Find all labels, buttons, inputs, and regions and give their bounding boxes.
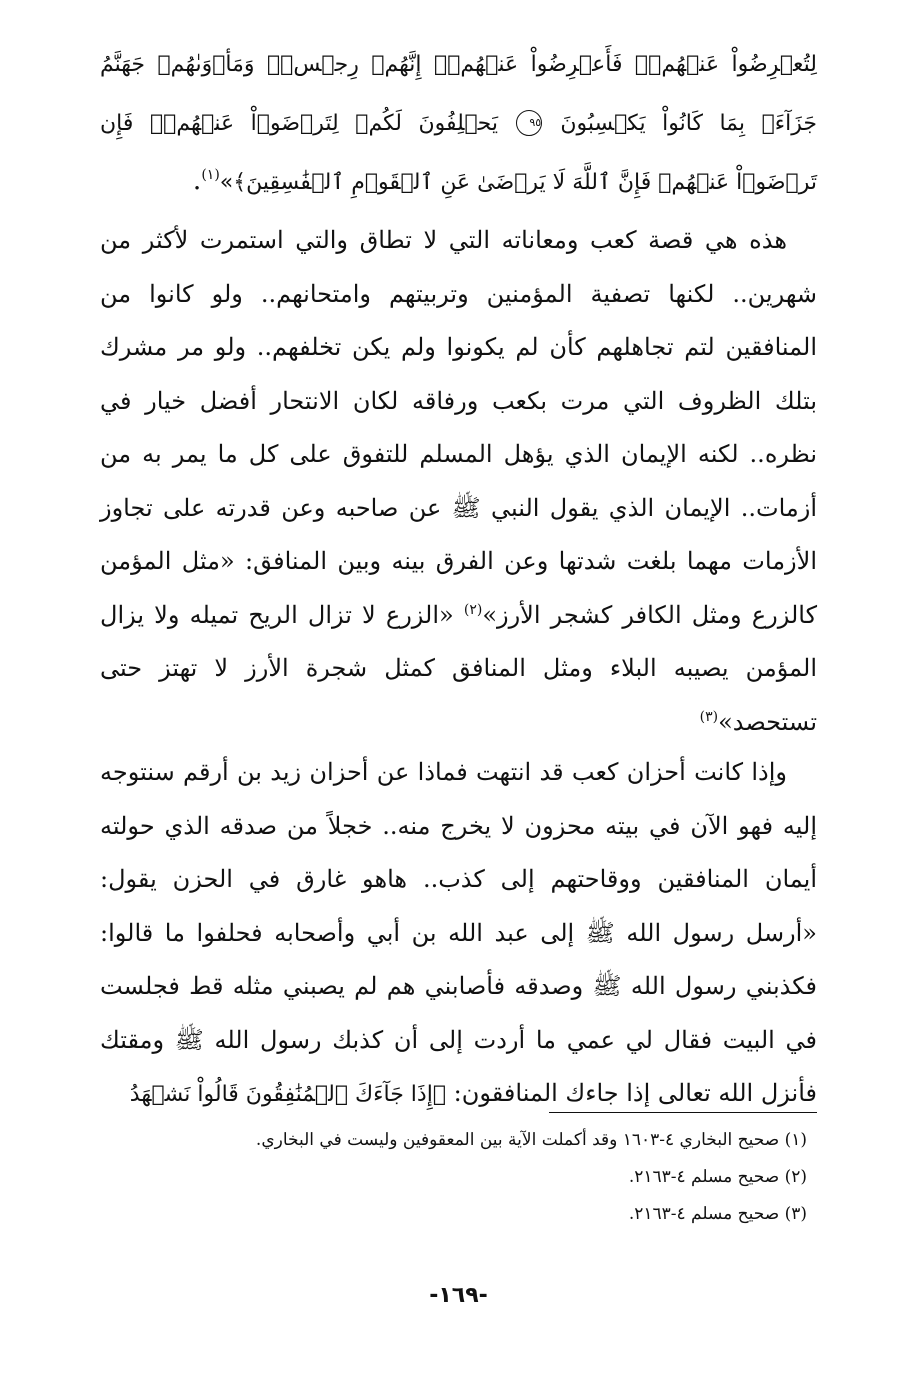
quran-verse-block [100,34,817,211]
paragraph-1-text: هذه هي قصة كعب ومعاناته التي لا تطاق والتي استمرت لأكثر من شهرين.. لكنها تصفية المؤمنين وتربيتهم وامتحانهم.. ولو كانوا من المنافقين لتم تجاهلهم كأن لم يكونوا ولم يكن تخلفهم.. ولو مر مشرك بتلك الظروف التي مرت بكعب ورفاقه لكان الانتحار أفضل خيار في نظره.. لكنه الإيمان الذي يؤهل المسلم للتفوق على كل ما يمر به من أزمات.. الإيمان الذي يقول النبي ﷺ عن صاحبه وعن قدرته على تجاوز الأزمات مهما بلغت شدتها وعن الفرق بينه وبين المنافق: «مثل المؤمن كالزرع ومثل الكافر كشجر الأرز» [100,226,817,629]
page-number: -١٦٩- [429,1283,488,1308]
quran-verse-text-continued: يَحۡلِفُونَ لَكُمۡ لِتَرۡضَوۡاْ عَنۡهُمۡۖ فَإِن تَرۡضَوۡاْ عَنۡهُمۡ فَإِنَّ ٱللَّهَ لَا يَرۡضَىٰ عَنِ ٱلۡقَوۡمِ ٱلۡفَٰسِقِينَ﴾» [100,111,817,195]
footnote-3: (٣) صحيح مسلم ٤-٢١٦٣. [628,1204,807,1224]
ayah-number-mark: ٩٥ [516,110,542,136]
verse-end-mark: . [192,165,202,196]
footnotes [100,1122,817,1233]
paragraph-kaab-story [100,214,817,749]
footnote-ref-2: (٢) [463,601,483,618]
paragraph-2-text: وإذا كانت أحزان كعب قد انتهت فماذا عن أحزان زيد بن أرقم سنتوجه إليه فهو الآن في بيته محزون لا يخرج منه.. خجلاً من صدقه الذي حولته أيمان المنافقين ووقاحتهم إلى كذب.. هاهو غارق في الحزن يقول: «أرسل رسول الله ﷺ إلى عبد الله بن أبي وأصحابه فحلفوا ما قالوا: فكذبني رسول الله ﷺ وصدقه فأصابني هم لم يصبني مثله قط فجلست في البيت فقال لي عمي ما أردت إلى أن كذبك رسول الله ﷺ ومقتك فأنزل الله تعالى إذا جاءك المنافقون: [100,758,817,1107]
footnote-ref-1: (١) [201,167,220,183]
paragraph-zaid-story [100,746,817,1122]
footnote-2: (٢) صحيح مسلم ٤-٢١٦٣. [628,1167,807,1187]
footnote-1: (١) صحيح البخاري ٤-١٦٠٣ وقد أكملت الآية بين المعقوفين وليست في البخاري. [255,1130,807,1150]
paragraph-1-hadith: «الزرع لا تزال الريح تميله ولا يزال المؤمن يصيبه البلاء ومثل المنافق كمثل شجرة الأرز لا تهتز حتى تستحصد» [100,600,817,736]
quran-verse-text: لِتُعۡرِضُواْ عَنۡهُمۡۖ فَأَعۡرِضُواْ عَنۡهُمۡۖ إِنَّهُمۡ رِجۡسٞۖ وَمَأۡوَىٰهُمۡ جَهَنَّمُ جَزَآءَۢ بِمَا كَانُواْ يَكۡسِبُونَ [100,52,817,136]
footnote-divider [549,1112,817,1113]
footnote-ref-3: (٣) [699,708,719,725]
quran-quote-text: ﴿إِذَا جَآءَكَ ٱلۡمُنَٰفِقُونَ قَالُواْ نَشۡهَدُ [129,1082,447,1107]
